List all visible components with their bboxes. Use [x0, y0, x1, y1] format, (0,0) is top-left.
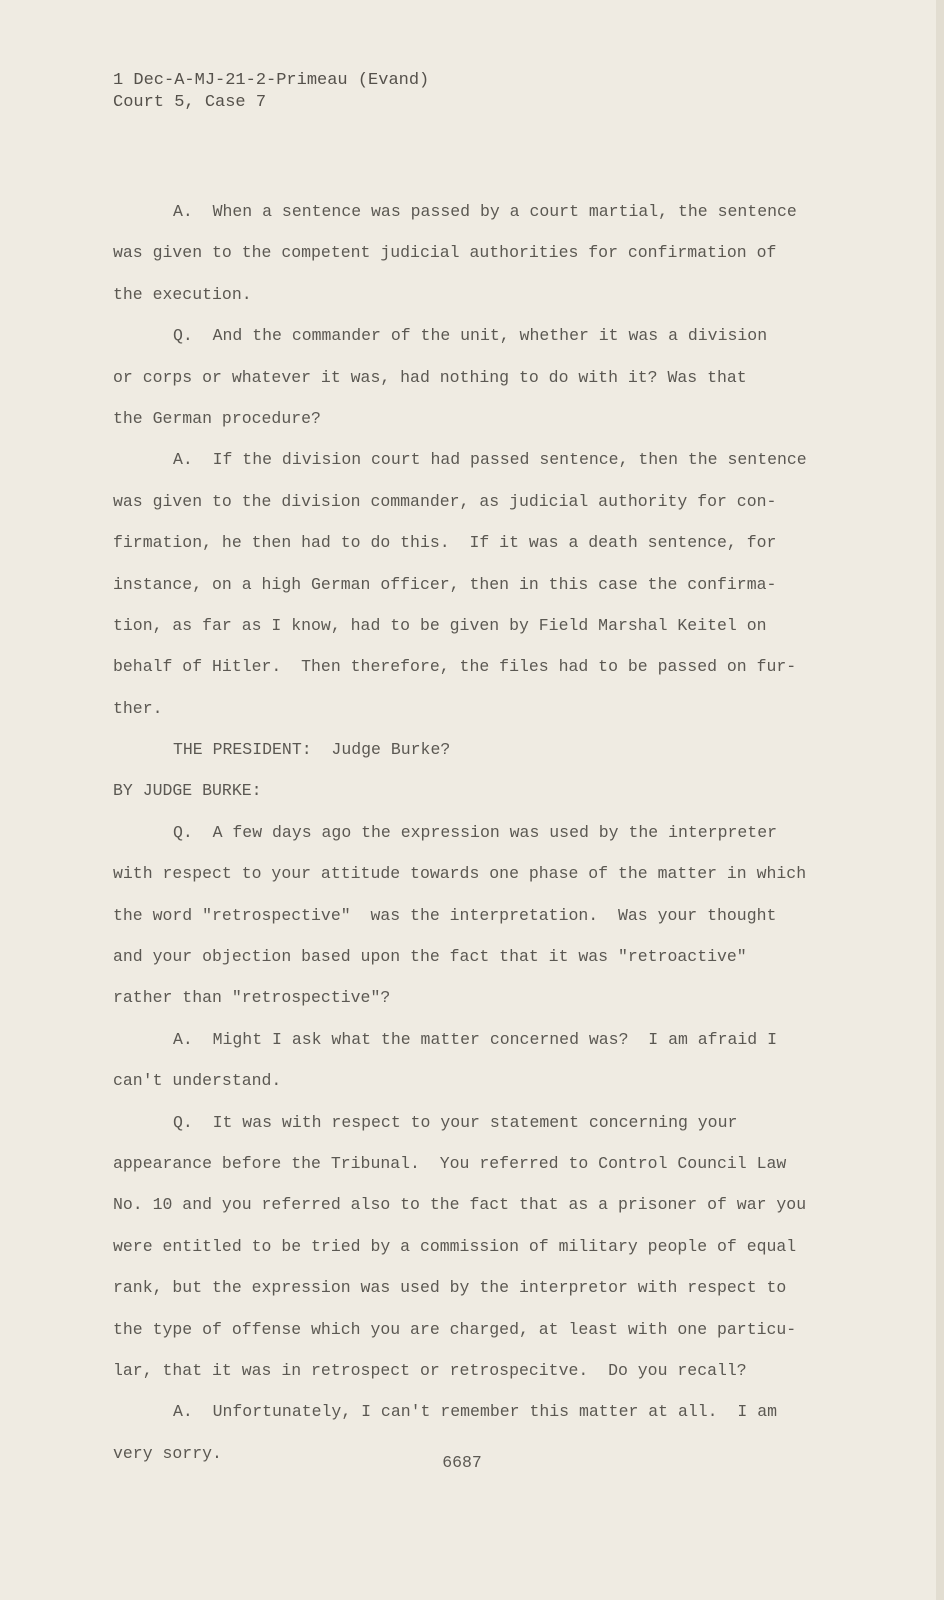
transcript-line: appearance before the Tribunal. You referred to Control Council Law	[113, 1153, 787, 1173]
transcript-line: the type of offense which you are charged, at least with one particu-	[113, 1319, 797, 1339]
transcript-line: A. When a sentence was passed by a court martial, the sentence	[173, 202, 797, 221]
transcript-line: instance, on a high German officer, then in this case the confirma-	[113, 574, 777, 594]
transcript-line: the execution.	[113, 284, 252, 304]
transcript-line: or corps or whatever it was, had nothing to do with it? Was that	[113, 367, 747, 387]
transcript-line: A. Unfortunately, I can't remember this matter at all. I am	[173, 1402, 777, 1422]
header-line-2: Court 5, Case 7	[113, 93, 267, 112]
transcript-line: was given to the division commander, as judicial authority for con-	[113, 491, 777, 511]
transcript-line: tion, as far as I know, had to be given by Field Marshal Keitel on	[113, 615, 767, 635]
transcript-line: Q. It was with respect to your statement concerning your	[173, 1112, 738, 1132]
page-edge	[936, 0, 944, 1600]
transcript-line: can't understand.	[113, 1071, 282, 1091]
transcript-line: with respect to your attitude towards one phase of the matter in which	[113, 864, 807, 884]
transcript-line: very sorry.	[113, 1443, 222, 1463]
transcript-line: rank, but the expression was used by the interpretor with respect to	[113, 1278, 787, 1298]
document-header	[113, 70, 429, 114]
transcript-line: was given to the competent judicial authorities for confirmation of	[113, 243, 777, 263]
transcript-line: Q. A few days ago the expression was used by the interpreter	[173, 822, 777, 842]
transcript-line: behalf of Hitler. Then therefore, the files had to be passed on fur-	[113, 657, 797, 677]
transcript-line: A. Might I ask what the matter concerned was? I am afraid I	[173, 1029, 777, 1049]
transcript-line: BY JUDGE BURKE:	[113, 781, 262, 801]
transcript-line: were entitled to be tried by a commission of military people of equal	[113, 1236, 797, 1256]
transcript-line: the word "retrospective" was the interpretation. Was your thought	[113, 905, 777, 925]
transcript-line: lar, that it was in retrospect or retrospecitve. Do you recall?	[113, 1360, 747, 1380]
transcript-body	[113, 191, 833, 1474]
transcript-line: firmation, he then had to do this. If it was a death sentence, for	[113, 533, 777, 553]
page-number: 6687	[442, 1453, 482, 1472]
transcript-line: ther.	[113, 698, 163, 718]
transcript-line: and your objection based upon the fact that it was "retroactive"	[113, 947, 747, 967]
transcript-line: Q. And the commander of the unit, whether it was a division	[173, 326, 768, 346]
transcript-line: No. 10 and you referred also to the fact that as a prisoner of war you	[113, 1195, 807, 1215]
header-line-1: 1 Dec-A-MJ-21-2-Primeau (Evand)	[113, 71, 430, 90]
transcript-line: A. If the division court had passed sentence, then the sentence	[173, 450, 807, 470]
transcript-line: the German procedure?	[113, 408, 321, 428]
transcript-line: THE PRESIDENT: Judge Burke?	[173, 740, 451, 760]
transcript-line: rather than "retrospective"?	[113, 988, 391, 1008]
